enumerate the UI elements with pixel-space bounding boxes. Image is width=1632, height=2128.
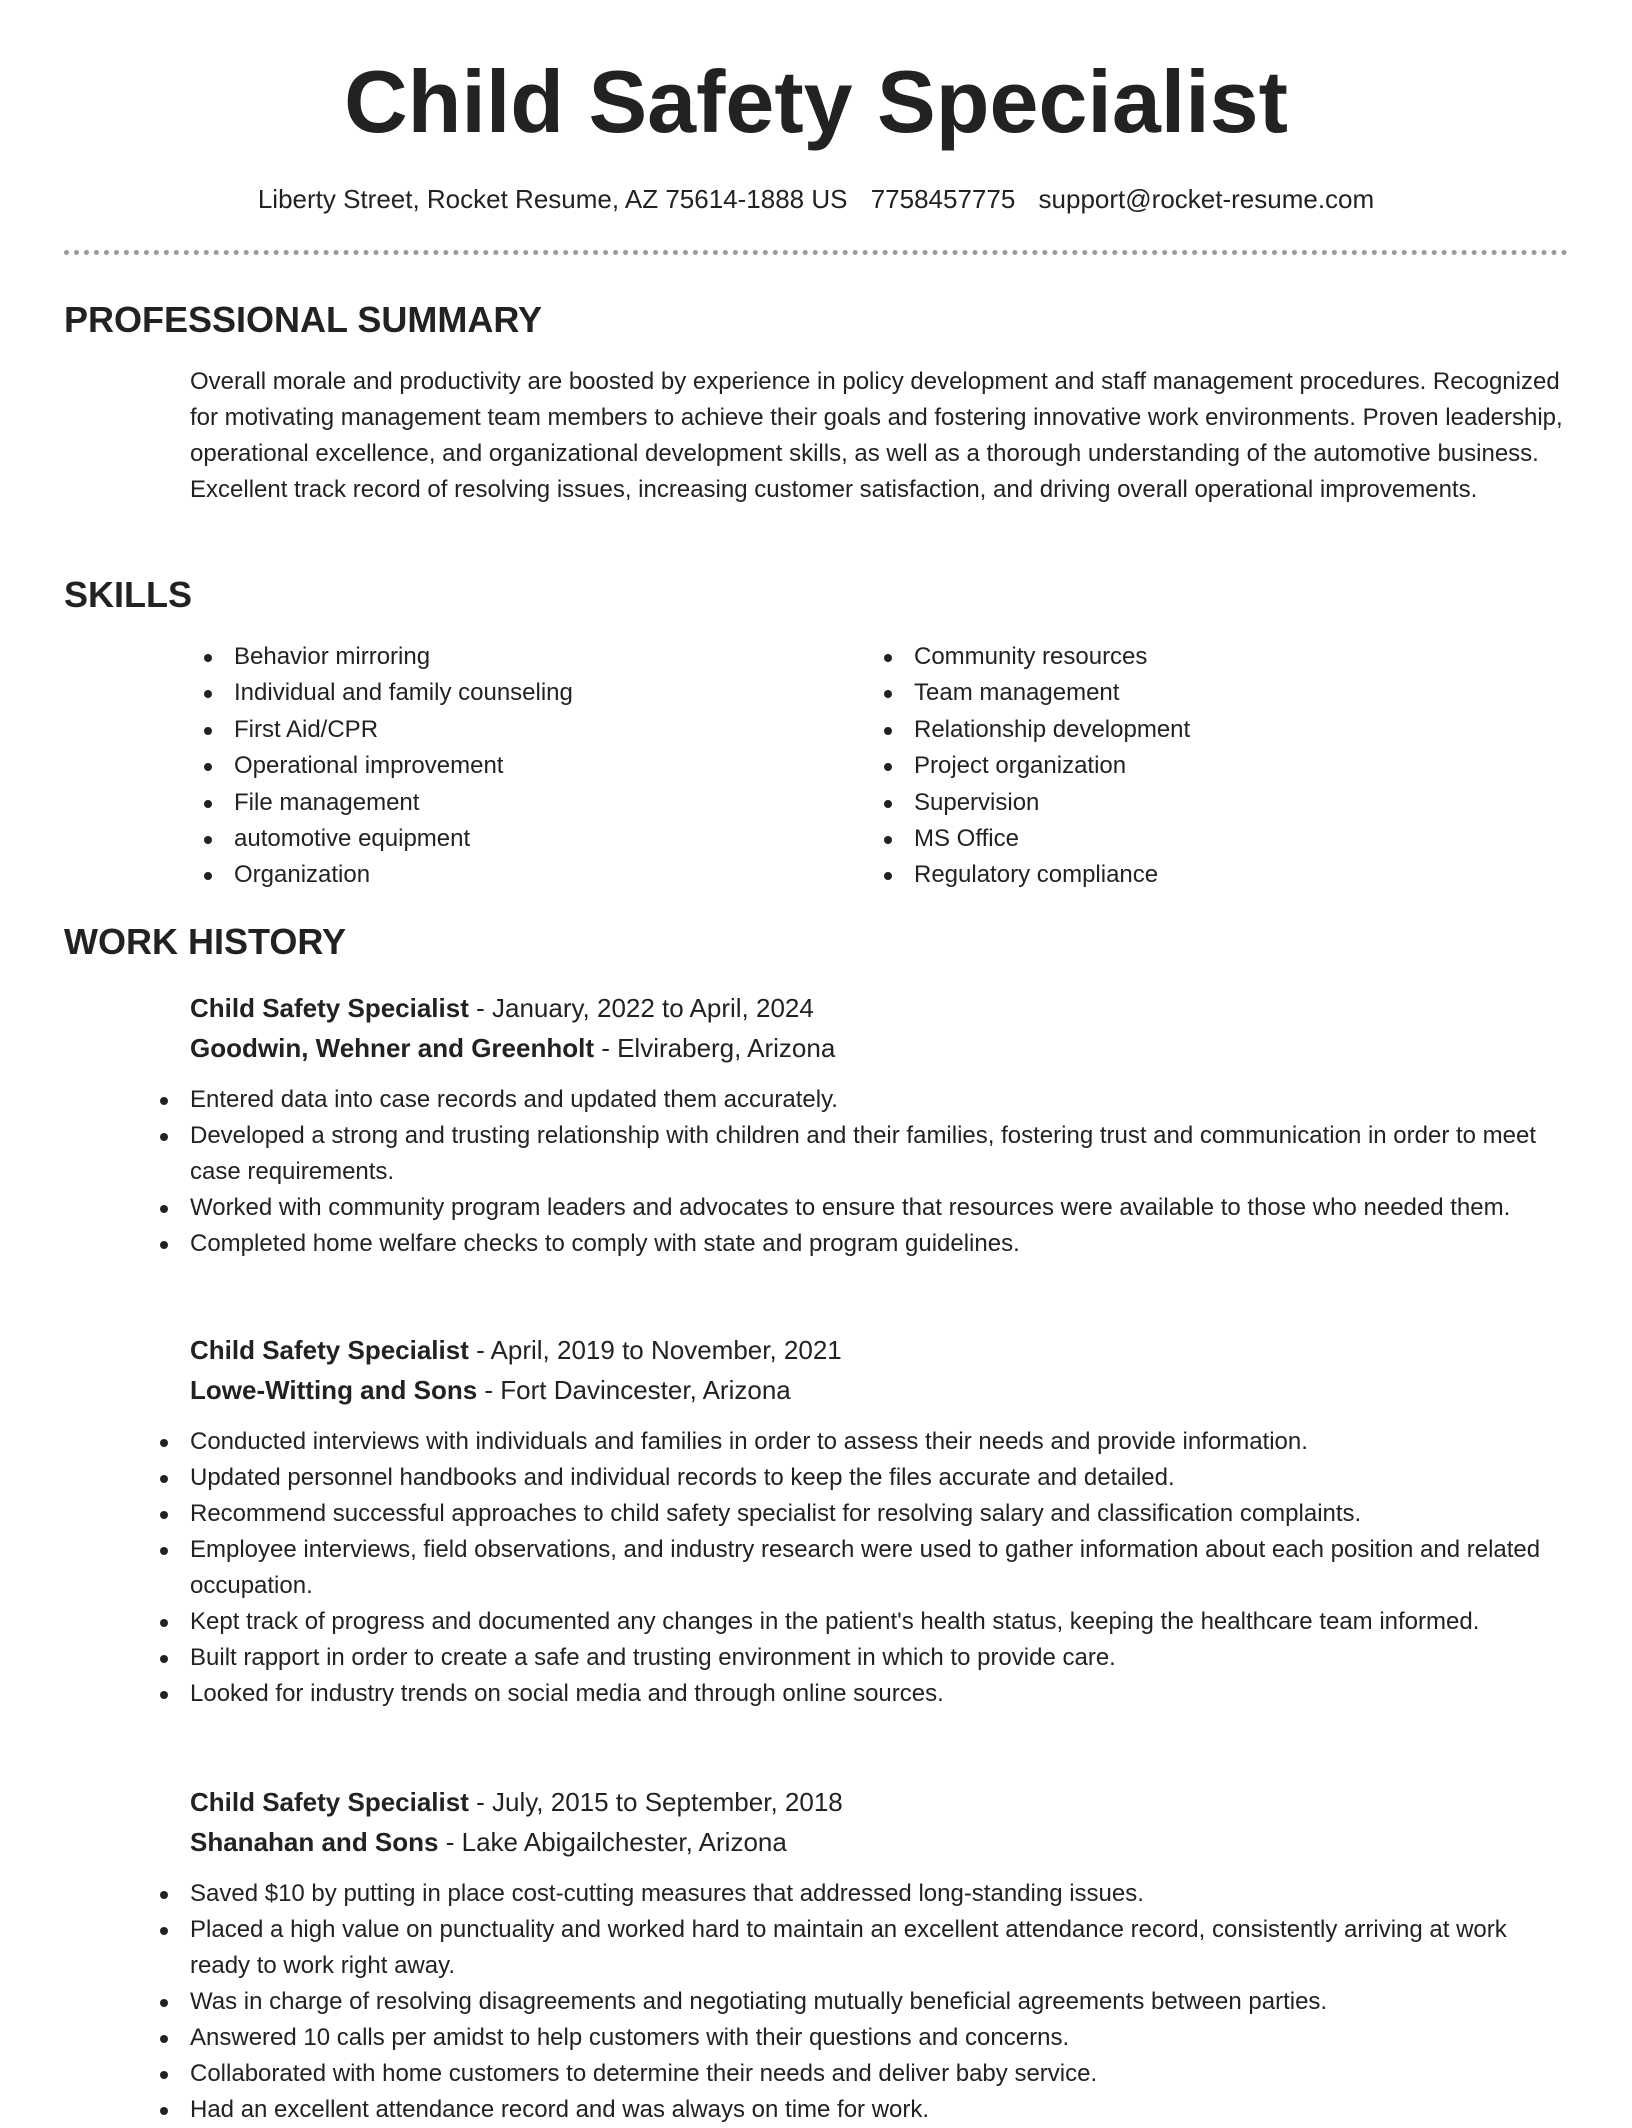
summary-heading: PROFESSIONAL SUMMARY: [64, 299, 543, 340]
job-title: Child Safety Specialist: [190, 993, 469, 1023]
contact-address: Liberty Street, Rocket Resume, AZ 75614-1888 US: [257, 184, 848, 214]
job-title-line: [190, 988, 1570, 1028]
job-bullet: Entered data into case records and updated them accurately.: [146, 1082, 1570, 1118]
skill-item: Operational improvement: [190, 748, 830, 784]
job-bullet: Completed home welfare checks to comply with state and program guidelines.: [146, 1226, 1570, 1262]
skill-item: Project organization: [870, 748, 1510, 784]
job-entry: [190, 1330, 1570, 1712]
header-divider: [64, 250, 1568, 255]
job-bullet: Saved $10 by putting in place cost-cutting measures that addressed long-standing issues.: [146, 1876, 1570, 1912]
job-bullet: Looked for industry trends on social media and through online sources.: [146, 1676, 1570, 1712]
job-bullet: Employee interviews, field observations, and industry research were used to gather information about each position and related occupation.: [146, 1532, 1570, 1604]
contact-line: [0, 180, 1632, 218]
job-bullet: Built rapport in order to create a safe and trusting environment in which to provide care.: [146, 1640, 1570, 1676]
job-dates: - July, 2015 to September, 2018: [468, 1787, 843, 1817]
job-location: - Fort Davincester, Arizona: [477, 1375, 791, 1405]
skill-item: Supervision: [870, 785, 1510, 821]
job-bullet: Conducted interviews with individuals and families in order to assess their needs and provide information.: [146, 1424, 1570, 1460]
skill-item: Relationship development: [870, 712, 1510, 748]
resume-name: Child Safety Specialist: [344, 52, 1288, 151]
job-bullets: [146, 1876, 1570, 2128]
job-bullet: Kept track of progress and documented any changes in the patient's health status, keeping the healthcare team informed.: [146, 1604, 1570, 1640]
skill-item: automotive equipment: [190, 821, 830, 857]
job-bullet: Developed a strong and trusting relationship with children and their families, fostering trust and communication in order to meet case requirements.: [146, 1118, 1570, 1190]
job-location: - Elviraberg, Arizona: [593, 1033, 836, 1063]
job-bullet: Updated personnel handbooks and individual records to keep the files accurate and detailed.: [146, 1460, 1570, 1496]
job-bullet: Collaborated with home customers to determine their needs and deliver baby service.: [146, 2056, 1570, 2092]
job-entry: [190, 1782, 1570, 2128]
skill-item: Regulatory compliance: [870, 857, 1510, 893]
job-title-line: [190, 1330, 1570, 1370]
summary-text: Overall morale and productivity are boosted by experience in policy development and staff management procedures. Recognized for motivating management team members to achieve their goals and fostering innovative work environments. Proven leadership, operational excellence, and organizational development skills, as well as a thorough understanding of the automotive business. Excellent track record of resolving issues, increasing customer satisfaction, and driving overall operational improvements.: [190, 368, 1563, 503]
skill-item: Team management: [870, 675, 1510, 711]
job-bullets: [146, 1424, 1570, 1712]
skills-list-right: [870, 639, 1510, 894]
job-location: - Lake Abigailchester, Arizona: [438, 1827, 787, 1857]
job-bullet: Answered 10 calls per amidst to help customers with their questions and concerns.: [146, 2020, 1570, 2056]
job-company: Shanahan and Sons: [190, 1827, 439, 1857]
job-bullet: Recommend successful approaches to child safety specialist for resolving salary and classification complaints.: [146, 1496, 1570, 1532]
job-company-line: [190, 1822, 1570, 1862]
job-company-line: [190, 1370, 1570, 1410]
job-company-line: [190, 1028, 1570, 1068]
job-entry: [190, 988, 1570, 1262]
skills-list-left: [190, 639, 830, 894]
job-company: Goodwin, Wehner and Greenholt: [190, 1033, 594, 1063]
job-title-line: [190, 1782, 1570, 1822]
job-bullet: Placed a high value on punctuality and worked hard to maintain an excellent attendance record, consistently arriving at work ready to work right away.: [146, 1912, 1570, 1984]
skill-item: Behavior mirroring: [190, 639, 830, 675]
skill-item: Organization: [190, 857, 830, 893]
job-dates: - January, 2022 to April, 2024: [468, 993, 814, 1023]
job-bullets: [146, 1082, 1570, 1262]
contact-email: support@rocket-resume.com: [1038, 184, 1375, 214]
skill-item: MS Office: [870, 821, 1510, 857]
job-title: Child Safety Specialist: [190, 1335, 469, 1365]
job-title: Child Safety Specialist: [190, 1787, 469, 1817]
skill-item: Individual and family counseling: [190, 675, 830, 711]
skill-item: Community resources: [870, 639, 1510, 675]
job-dates: - April, 2019 to November, 2021: [468, 1335, 842, 1365]
skills-heading: SKILLS: [64, 574, 193, 615]
skill-item: File management: [190, 785, 830, 821]
job-bullet: Worked with community program leaders and advocates to ensure that resources were available to those who needed them.: [146, 1190, 1570, 1226]
job-bullet: Had an excellent attendance record and was always on time for work.: [146, 2092, 1570, 2128]
work-history-heading: WORK HISTORY: [64, 921, 347, 962]
contact-phone: 7758457775: [870, 184, 1016, 214]
job-company: Lowe-Witting and Sons: [190, 1375, 478, 1405]
skill-item: First Aid/CPR: [190, 712, 830, 748]
job-bullet: Was in charge of resolving disagreements and negotiating mutually beneficial agreements between parties.: [146, 1984, 1570, 2020]
